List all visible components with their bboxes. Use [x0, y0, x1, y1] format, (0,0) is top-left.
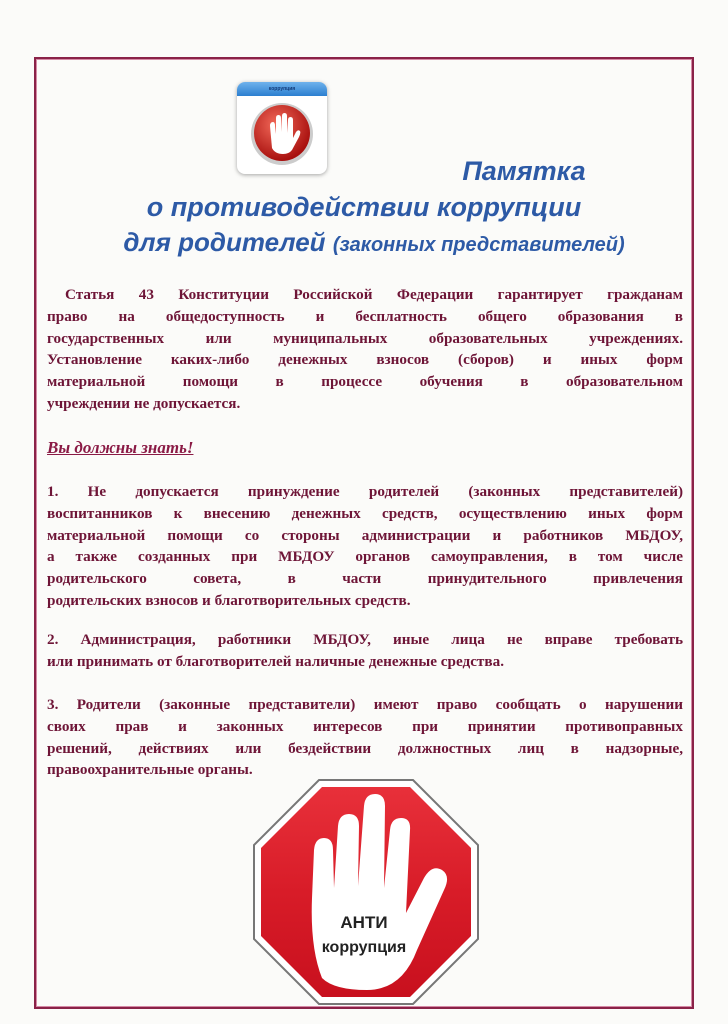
anti-corruption-stop-sign [252, 778, 480, 1006]
text-line: государственных или муниципальных образовательных учреждениях. [47, 329, 683, 347]
text-line: воспитанников к внесению денежных средств, осуществлению иных форм [47, 504, 683, 522]
text-line: правоохранительные органы. [47, 761, 253, 779]
text-line: материальной помощи со стороны администрации и работников МБДОУ, [47, 526, 683, 544]
title-line-1: Памятка [462, 156, 586, 186]
text-line: родительского совета, в части принудительного привлечения [47, 570, 683, 588]
text-line: Статья 43 Конституции Российской Федерации гарантирует гражданам [65, 286, 683, 303]
section-heading: Вы должны знать! [47, 438, 194, 457]
sign-text-line-1: АНТИ [340, 913, 388, 932]
text-line: родительских взносов и благотворительных средств. [47, 591, 411, 609]
text-line: или принимать от благотворителей наличные денежные средства. [47, 652, 504, 670]
intro-paragraph [47, 284, 683, 415]
sign-text-line-2: коррупция [321, 939, 407, 956]
text-line: 1. Не допускается принуждение родителей (законных представителей) [47, 483, 683, 500]
point-1 [47, 481, 683, 612]
text-line: учреждении не допускается. [47, 394, 241, 412]
point-2 [47, 629, 683, 673]
text-line: решений, действиях или бездействии должностных лиц в надзорные, [47, 739, 683, 757]
text-line: своих прав и законных интересов при принятии противоправных [47, 717, 683, 735]
title-line-3 [50, 227, 698, 258]
title-line-3-sub: (законных представителей) [332, 234, 625, 256]
title-line-3-main: для родителей [123, 227, 326, 257]
text-line: материальной помощи в процессе обучения в образовательном [47, 373, 683, 391]
point-3 [47, 694, 683, 781]
logo-caption: коррупция [237, 82, 327, 96]
text-line: Установление каких-либо денежных взносов (сборов) и иных форм [47, 351, 683, 369]
text-line: право на общедоступность и бесплатность общего образования в [47, 307, 683, 325]
text-line: 2. Администрация, работники МБДОУ, иные лица не вправе требовать [47, 631, 683, 648]
text-line: а также созданных при МБДОУ органов самоуправления, в том числе [47, 548, 683, 566]
text-line: 3. Родители (законные представители) имеют право сообщать о нарушении [47, 696, 683, 713]
title-line-2: о противодействии коррупции [146, 192, 582, 222]
